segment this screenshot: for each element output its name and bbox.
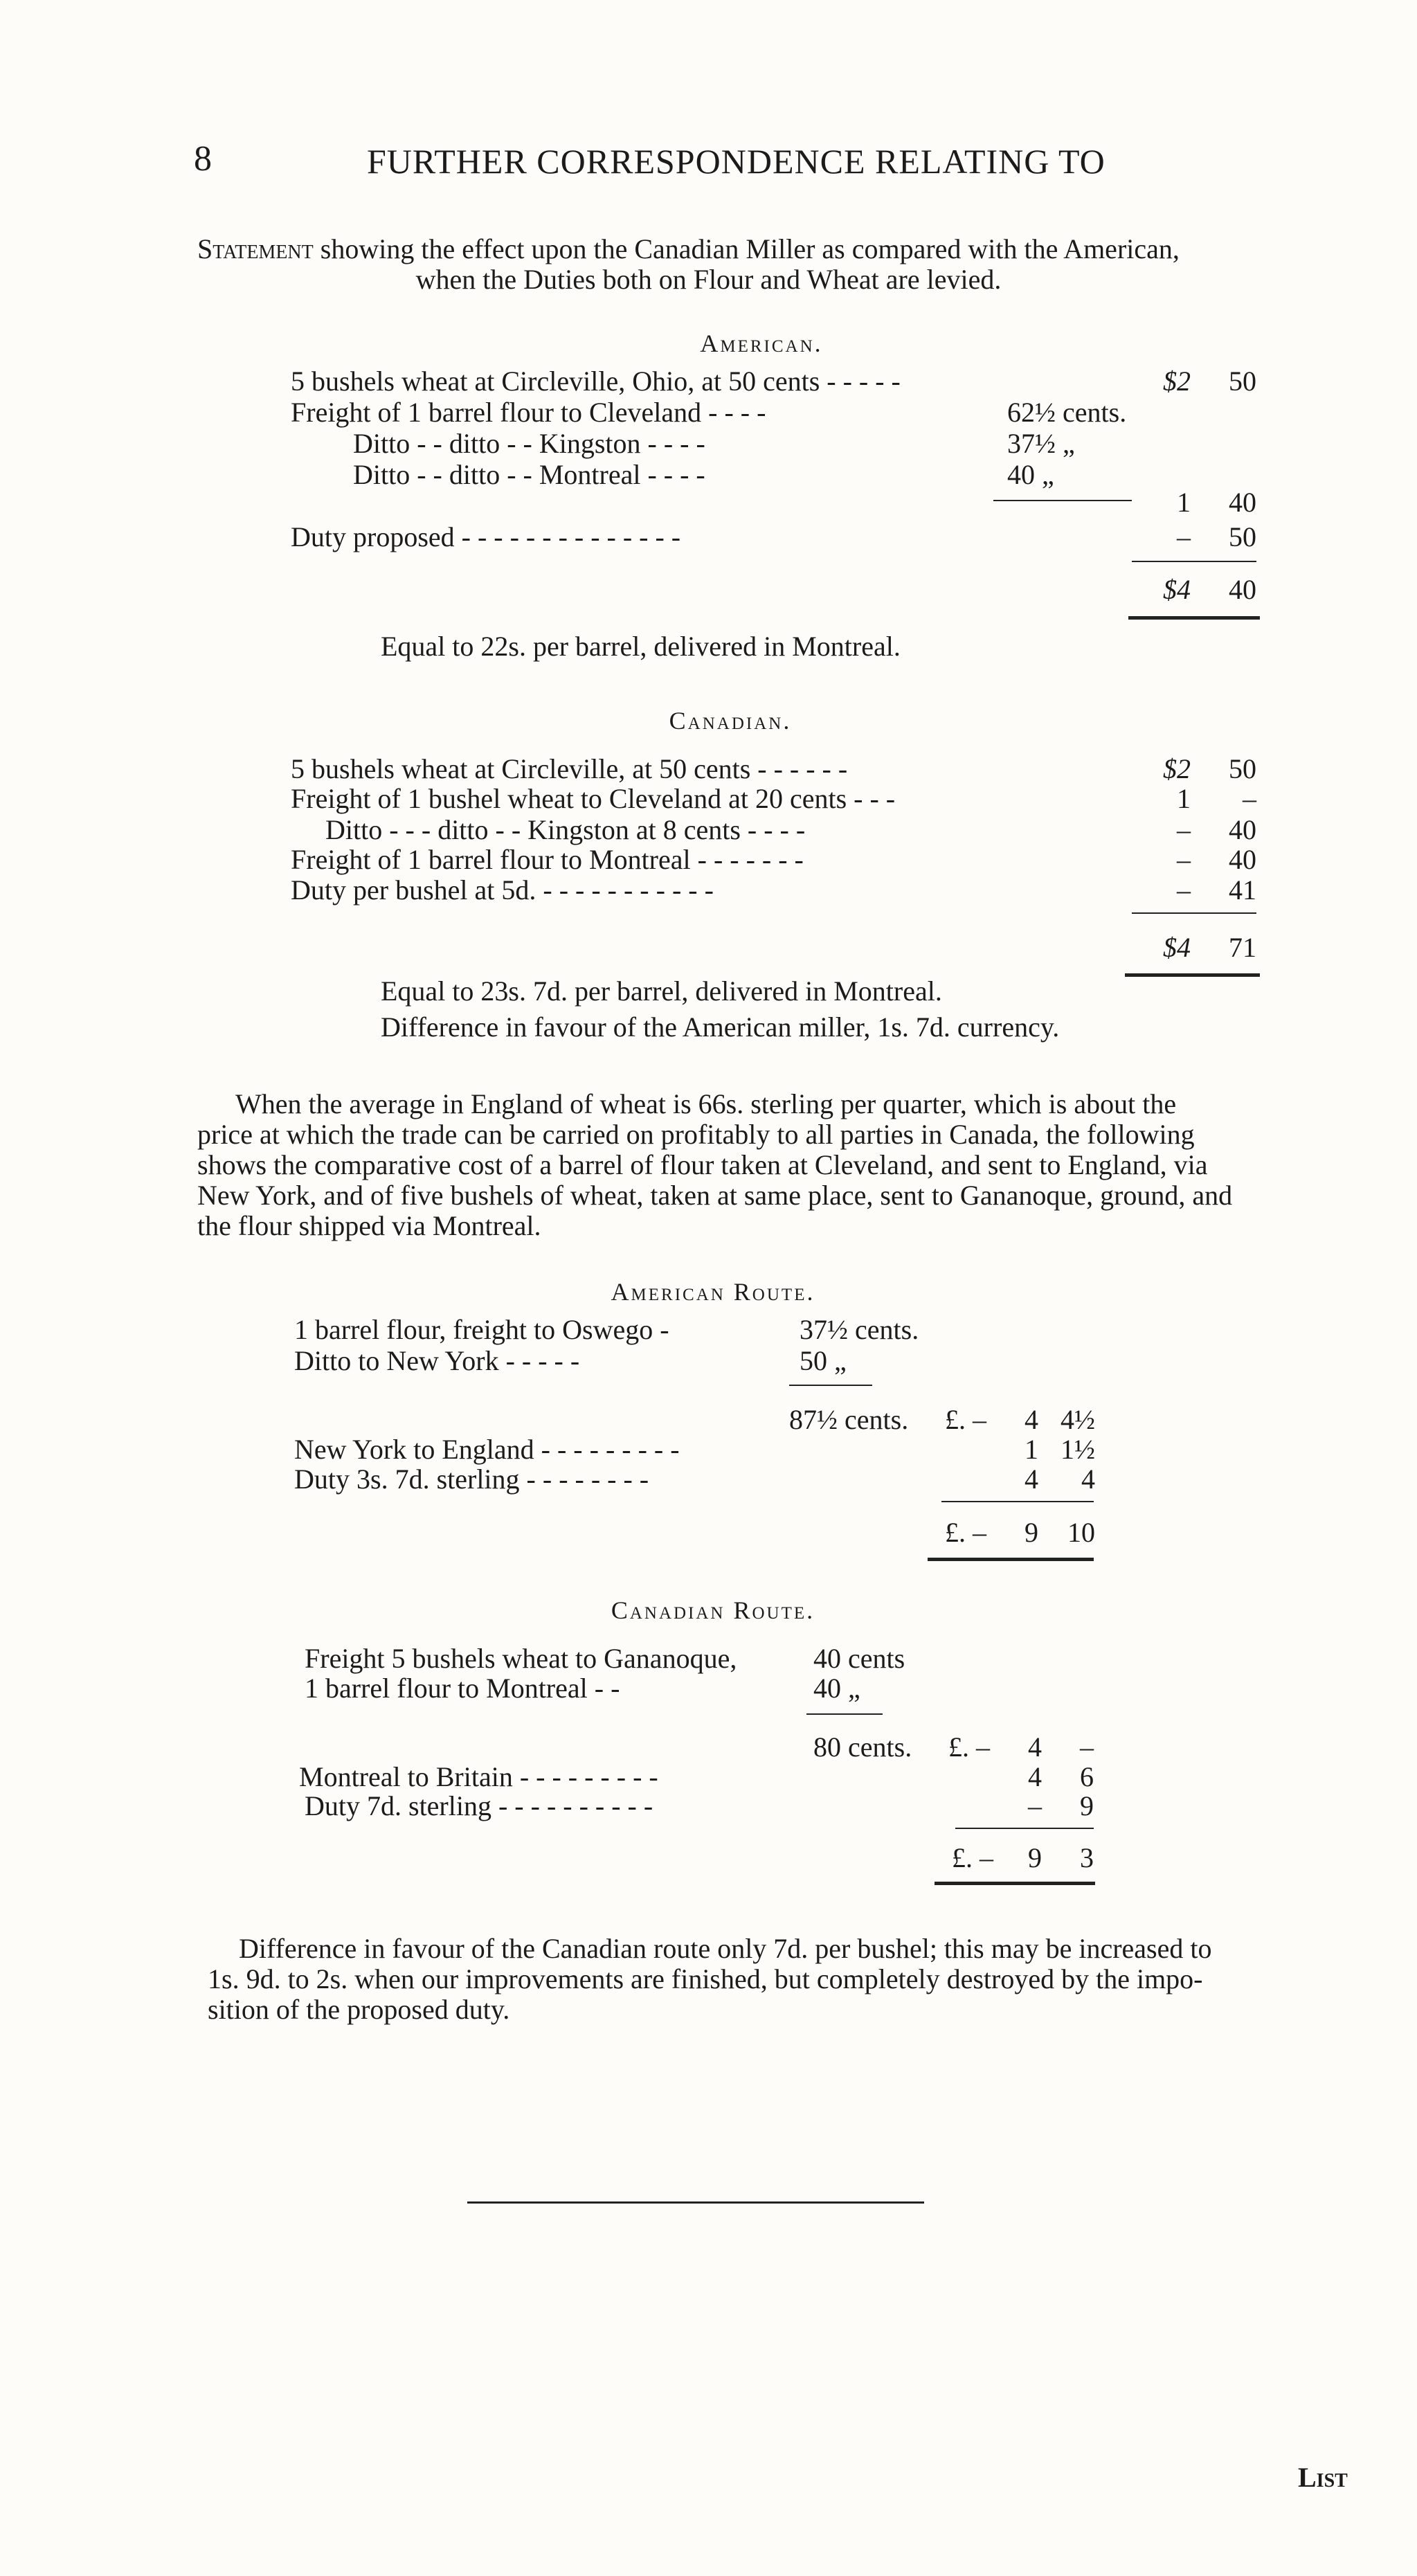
canadian-row-1-dollar: $2 — [1163, 753, 1191, 784]
american-route-row-4-shillings: 4 — [1025, 1463, 1038, 1495]
american-route-row-3-label: New York to England - - - - - - - - - — [294, 1434, 680, 1465]
american-route-sum-shillings: 4 — [1025, 1404, 1038, 1435]
canadian-route-row-1-label: Freight 5 bushels wheat to Gananoque, — [305, 1643, 737, 1674]
american-route-row-3-pence: 1½ — [1061, 1434, 1095, 1465]
canadian-route-row-4-shillings: – — [1028, 1790, 1042, 1821]
canadian-route-total-pence: 3 — [1080, 1842, 1094, 1873]
american-route-total-pence: 10 — [1067, 1517, 1095, 1548]
american-subtotal-dollar: 1 — [1177, 487, 1191, 518]
american-route-total-pound: £. – — [945, 1517, 986, 1548]
american-row-2-mid: 62½ cents. — [1007, 397, 1127, 428]
canadian-total-dollar: $4 — [1163, 932, 1191, 963]
american-row-4-label: Ditto - - ditto - - Montreal - - - - — [353, 459, 705, 490]
canadian-route-sum-pound: £. – — [948, 1731, 990, 1763]
catchword: List — [1298, 2462, 1348, 2493]
canadian-row-2-label: Freight of 1 bushel wheat to Cleveland at 20 cents - - - — [291, 783, 896, 814]
paragraph-line-2: price at which the trade can be carried on profitably to all parties in Canada, the following — [197, 1119, 1195, 1150]
american-row-4-mid: 40 „ — [1007, 459, 1054, 490]
american-duty-label: Duty proposed - - - - - - - - - - - - - - — [291, 521, 681, 552]
canadian-route-total-pound: £. – — [952, 1842, 993, 1873]
american-route-total-rule-top — [941, 1501, 1094, 1502]
canadian-row-5-dollar: – — [1177, 874, 1191, 906]
canadian-route-total-shillings: 9 — [1028, 1842, 1042, 1873]
canadian-route-cents-rule — [806, 1713, 883, 1715]
american-total-dollar: $4 — [1163, 574, 1191, 605]
american-route-row-2-label: Ditto to New York - - - - - — [294, 1345, 580, 1376]
american-total-cents: 40 — [1229, 574, 1256, 605]
american-subtotal-cents: 40 — [1229, 487, 1256, 518]
canadian-row-3-dollar: – — [1177, 814, 1191, 845]
canadian-route-sum-shillings: 4 — [1028, 1731, 1042, 1763]
american-route-total-rule-bottom — [928, 1558, 1094, 1561]
canadian-row-4-label: Freight of 1 barrel flour to Montreal - - - - - - - — [291, 844, 804, 875]
canadian-total-cents: 71 — [1229, 932, 1256, 963]
american-route-sum-mid: 87½ cents. — [789, 1404, 909, 1435]
statement-lead: Statement — [197, 233, 314, 264]
canadian-row-2-dollar: 1 — [1177, 783, 1191, 814]
canadian-route-row-3-pence: 6 — [1080, 1761, 1094, 1792]
section-divider — [467, 2201, 924, 2204]
american-route-row-1-label: 1 barrel flour, freight to Oswego - — [294, 1314, 669, 1345]
american-duty-dollar: – — [1177, 521, 1191, 552]
american-route-sum-pound: £. – — [945, 1404, 986, 1435]
closing-line-1: Difference in favour of the Canadian route only 7d. per bushel; this may be increased to — [239, 1933, 1212, 1964]
paragraph-line-3: shows the comparative cost of a barrel of flour taken at Cleveland, and sent to England, via — [197, 1149, 1208, 1180]
canadian-total-rule-top — [1132, 912, 1256, 914]
canadian-row-5-label: Duty per bushel at 5d. - - - - - - - - - - - — [291, 874, 714, 906]
american-row-1-label: 5 bushels wheat at Circleville, Ohio, at 50 cents - - - - - — [291, 366, 901, 397]
canadian-route-sum-mid: 80 cents. — [813, 1731, 912, 1763]
american-route-sum-pence: 4½ — [1061, 1404, 1095, 1435]
american-duty-cents: 50 — [1229, 521, 1256, 552]
american-row-2-label: Freight of 1 barrel flour to Cleveland - - - - — [291, 397, 766, 428]
american-total-rule-bottom — [1128, 616, 1260, 620]
statement-line-2: when the Duties both on Flour and Wheat are levied. — [415, 264, 1002, 295]
american-row-3-label: Ditto - - ditto - - Kingston - - - - — [353, 428, 705, 459]
canadian-total-rule-bottom — [1125, 973, 1260, 977]
page-number: 8 — [194, 139, 212, 179]
canadian-route-sum-pence: – — [1080, 1731, 1094, 1763]
canadian-route-row-2-mid: 40 „ — [813, 1673, 860, 1704]
closing-line-2: 1s. 9d. to 2s. when our improvements are finished, but completely destroyed by the impo- — [208, 1963, 1203, 1994]
canadian-route-row-4-pence: 9 — [1080, 1790, 1094, 1821]
canadian-row-1-cents: 50 — [1229, 753, 1256, 784]
american-row-3-mid: 37½ „ — [1007, 428, 1075, 459]
canadian-route-row-3-shillings: 4 — [1028, 1761, 1042, 1792]
canadian-route-total-rule-top — [955, 1828, 1094, 1829]
canadian-route-row-1-mid: 40 cents — [813, 1643, 905, 1674]
canadian-row-1-label: 5 bushels wheat at Circleville, at 50 cents - - - - - - — [291, 753, 848, 784]
canadian-row-5-cents: 41 — [1229, 874, 1256, 906]
american-subtotal-rule — [993, 500, 1132, 501]
statement-line-1 — [197, 234, 1180, 264]
canadian-row-3-label: Ditto - - - ditto - - Kingston at 8 cents - - - - — [325, 814, 806, 845]
canadian-row-4-dollar: – — [1177, 844, 1191, 875]
canadian-route-row-3-label: Montreal to Britain - - - - - - - - - — [299, 1761, 658, 1792]
american-route-total-shillings: 9 — [1025, 1517, 1038, 1548]
canadian-row-2-cents: – — [1243, 783, 1256, 814]
paragraph-line-4: New York, and of five bushels of wheat, taken at same place, sent to Gananoque, ground, and — [197, 1180, 1233, 1211]
american-row-1-dollar: $2 — [1163, 366, 1191, 397]
american-route-cents-rule — [789, 1385, 872, 1386]
canadian-route-row-2-label: 1 barrel flour to Montreal - - — [305, 1673, 620, 1704]
american-route-row-4-label: Duty 3s. 7d. sterling - - - - - - - - — [294, 1463, 649, 1495]
canadian-heading: Canadian. — [669, 707, 792, 735]
american-route-row-4-pence: 4 — [1081, 1463, 1095, 1495]
canadian-row-3-cents: 40 — [1229, 814, 1256, 845]
canadian-route-total-rule-bottom — [935, 1882, 1095, 1885]
american-route-row-2-mid: 50 „ — [800, 1345, 847, 1376]
american-equal: Equal to 22s. per barrel, delivered in Montreal. — [381, 631, 901, 662]
american-route-row-1-mid: 37½ cents. — [800, 1314, 919, 1345]
canadian-route-row-4-label: Duty 7d. sterling - - - - - - - - - - — [305, 1790, 653, 1821]
canadian-difference: Difference in favour of the American miller, 1s. 7d. currency. — [381, 1011, 1060, 1043]
canadian-equal: Equal to 23s. 7d. per barrel, delivered in Montreal. — [381, 975, 942, 1007]
american-route-heading: American Route. — [611, 1278, 815, 1306]
american-heading: American. — [700, 330, 823, 357]
canadian-route-heading: Canadian Route. — [611, 1596, 815, 1624]
canadian-row-4-cents: 40 — [1229, 844, 1256, 875]
american-row-1-cents: 50 — [1229, 366, 1256, 397]
closing-line-3: sition of the proposed duty. — [208, 1994, 510, 2025]
statement-text: showing the effect upon the Canadian Miller as compared with the American, — [313, 233, 1180, 264]
running-title: FURTHER CORRESPONDENCE RELATING TO — [367, 142, 1105, 181]
paragraph-line-1: When the average in England of wheat is 66s. sterling per quarter, which is about the — [235, 1088, 1177, 1119]
american-total-rule-top — [1132, 561, 1256, 562]
american-route-row-3-shillings: 1 — [1025, 1434, 1038, 1465]
paragraph-line-5: the flour shipped via Montreal. — [197, 1210, 541, 1241]
